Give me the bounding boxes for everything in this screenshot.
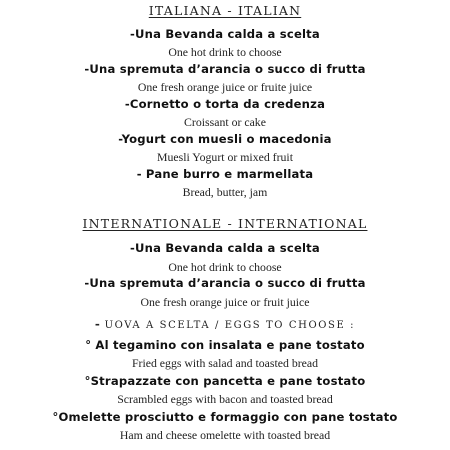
international-item-2-en: One fresh orange juice or fruit juice xyxy=(140,295,310,309)
section-title-international: INTERNATIONALE - INTERNATIONAL xyxy=(82,216,368,231)
italian-item-4-en: Muesli Yogurt or mixed fruit xyxy=(157,150,293,164)
egg-item-3-it: °Omelette prosciutto e formaggio con pane tostato xyxy=(52,410,398,424)
egg-item-1-it: ° Al tegamino con insalata e pane tostato xyxy=(85,338,365,352)
italian-item-3-it: -Cornetto o torta da credenza xyxy=(124,97,326,111)
egg-item-2-en: Scrambled eggs with bacon and toasted bread xyxy=(117,392,333,406)
italian-item-5-en: Bread, butter, jam xyxy=(182,185,268,199)
italian-item-4-it: -Yogurt con muesli o macedonia xyxy=(118,132,332,146)
egg-item-2-it: °Strapazzate con pancetta e pane tostato xyxy=(84,374,366,388)
international-item-1-en: One hot drink to choose xyxy=(168,260,282,274)
section-title-italian: ITALIANA - ITALIAN xyxy=(148,3,302,18)
egg-item-3-en: Ham and cheese omelette with toasted bread xyxy=(119,428,331,442)
italian-item-3-en: Croissant or cake xyxy=(184,115,266,129)
italian-item-5-it: - Pane burro e marmellata xyxy=(136,167,314,181)
international-item-2-it: -Una spremuta d’arancia o succo di frutta xyxy=(84,276,366,290)
international-item-1-it: -Una Bevanda calda a scelta xyxy=(130,241,320,255)
italian-item-2-en: One fresh orange juice or fruite juice xyxy=(137,80,313,94)
italian-item-1-it: -Una Bevanda calda a scelta xyxy=(130,27,320,41)
italian-item-2-it: -Una spremuta d’arancia o succo di frutta xyxy=(84,62,366,76)
eggs-header-text: UOVA A SCELTA / EGGS TO CHOOSE : xyxy=(104,320,356,331)
egg-item-1-en: Fried eggs with salad and toasted bread xyxy=(131,356,319,370)
eggs-header xyxy=(0,318,450,331)
italian-item-1-en: One hot drink to choose xyxy=(168,45,282,59)
eggs-header-dash: - xyxy=(94,317,100,331)
